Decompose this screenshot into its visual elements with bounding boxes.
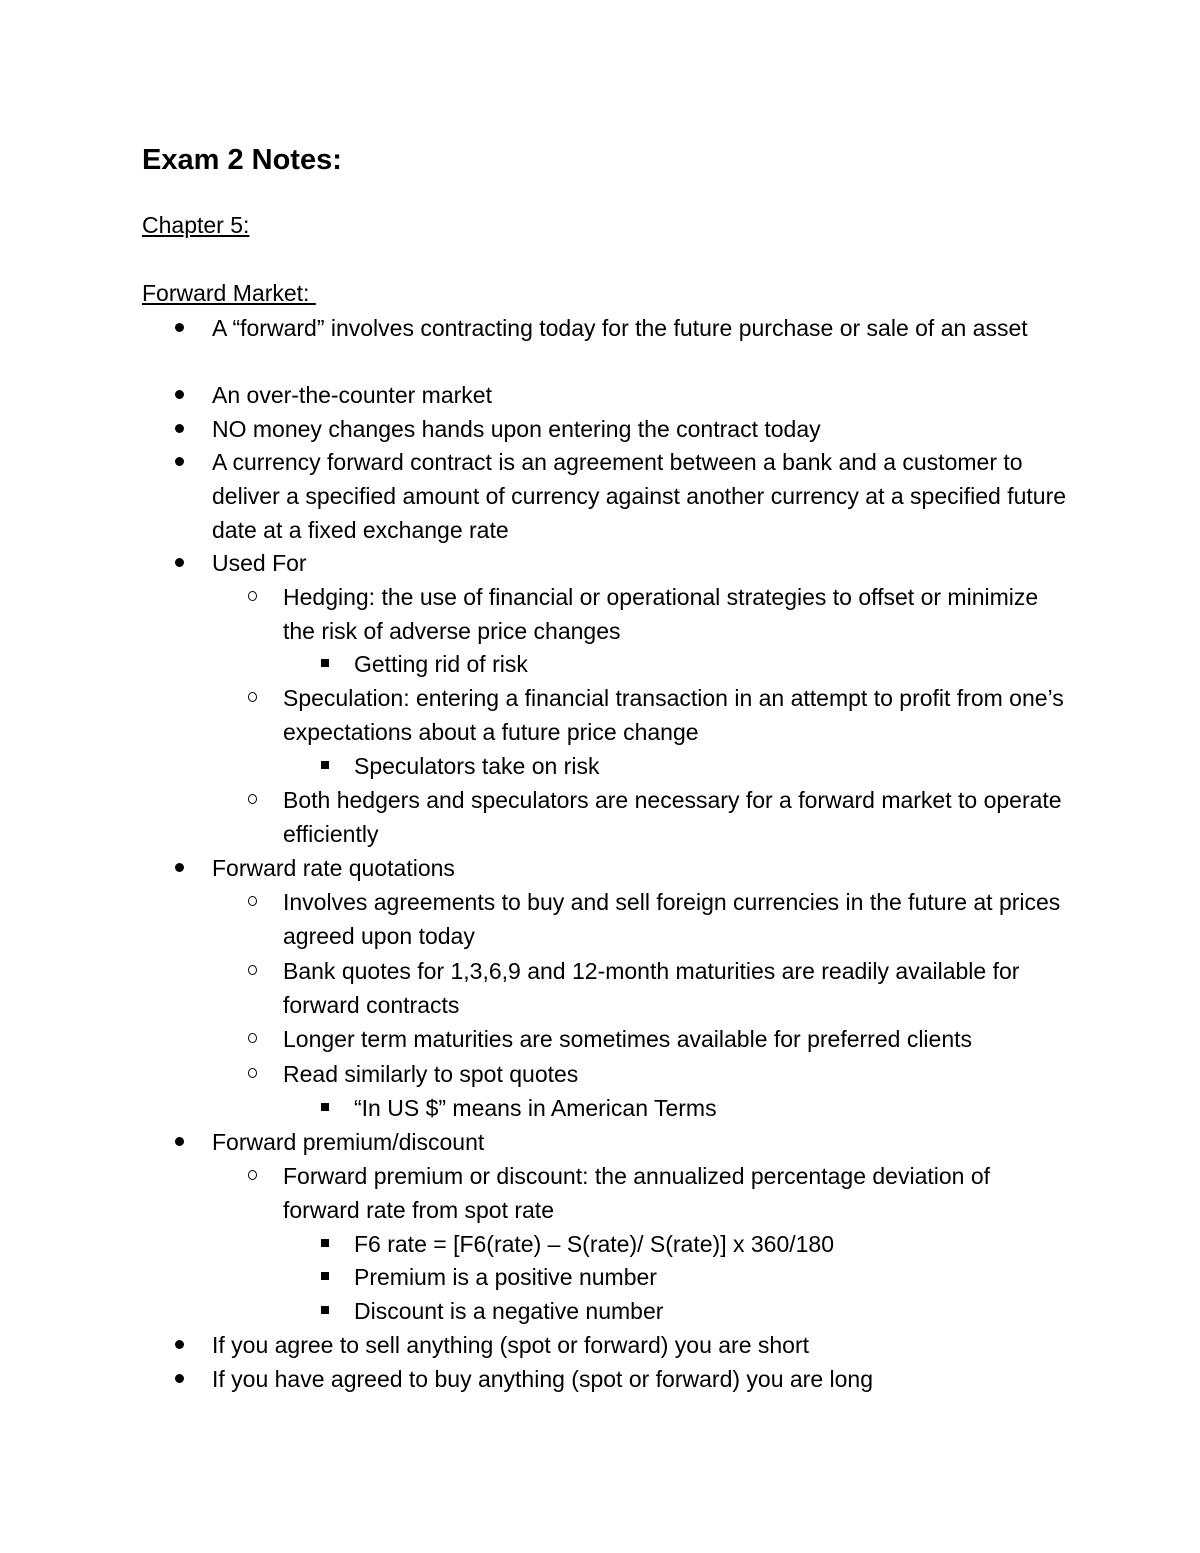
list-item-text: Involves agreements to buy and sell foreign currencies in the future at prices agreed upon today [283, 889, 1061, 949]
list-item-text: A “forward” involves contracting today for the future purchase or sale of an asset [212, 315, 1028, 341]
bullet-circle-icon [248, 1033, 257, 1043]
list-item-level-1 [212, 311, 1072, 345]
bullet-dot-icon [175, 323, 184, 332]
bullet-square-icon [321, 1306, 329, 1314]
list-item-text: NO money changes hands upon entering the contract today [212, 416, 821, 442]
list-item-text: Used For [212, 550, 307, 576]
list-item-text: Premium is a positive number [354, 1264, 657, 1290]
bullet-dot-icon [175, 390, 184, 399]
list-item-level-2 [283, 1022, 1073, 1056]
list-item-text: Longer term maturities are sometimes available for preferred clients [283, 1026, 973, 1052]
list-item-text: Forward premium or discount: the annualized percentage deviation of forward rate from spot rate [283, 1163, 991, 1223]
bullet-circle-icon [248, 692, 257, 702]
list-item-text: An over-the-counter market [212, 382, 492, 408]
bullet-square-icon [321, 659, 329, 667]
list-item-level-1 [212, 546, 1072, 580]
list-item-text: Forward rate quotations [212, 855, 455, 881]
bullet-dot-icon [175, 558, 184, 567]
bullet-square-icon [321, 1103, 329, 1111]
bullet-square-icon [321, 1239, 329, 1247]
list-item-level-1 [212, 412, 1072, 446]
bullet-dot-icon [175, 424, 184, 433]
list-item-text: “In US $” means in American Terms [354, 1095, 717, 1121]
bullet-circle-icon [248, 896, 257, 906]
bullet-circle-icon [248, 1068, 257, 1078]
list-item-text: Getting rid of risk [354, 651, 528, 677]
list-item-level-1 [212, 1362, 1072, 1396]
bullet-circle-icon [248, 591, 257, 601]
bullet-square-icon [321, 761, 329, 769]
list-item-level-3 [354, 647, 1074, 681]
list-item-level-1 [212, 851, 1072, 885]
list-item-level-1 [212, 1125, 1072, 1159]
list-item-text: Both hedgers and speculators are necessary for a forward market to operate efficiently [283, 787, 1062, 847]
bullet-dot-icon [175, 457, 184, 466]
list-item-text: Speculation: entering a financial transaction in an attempt to profit from one’s expectations about a future price change [283, 685, 1064, 745]
list-item-text: If you have agreed to buy anything (spot or forward) you are long [212, 1366, 874, 1392]
list-item-text: Forward premium/discount [212, 1129, 485, 1155]
list-item-text: F6 rate = [F6(rate) – S(rate)/ S(rate)] x 360/180 [354, 1231, 835, 1257]
list-item-level-3 [354, 1227, 1074, 1261]
list-item-text: If you agree to sell anything (spot or forward) you are short [212, 1332, 810, 1358]
list-item-level-2 [283, 1057, 1073, 1091]
list-item-text: Read similarly to spot quotes [283, 1061, 579, 1087]
list-item-text: Discount is a negative number [354, 1298, 664, 1324]
bullet-dot-icon [175, 863, 184, 872]
list-item-text: Speculators take on risk [354, 753, 600, 779]
list-item-text: Bank quotes for 1,3,6,9 and 12-month maturities are readily available for forward contracts [283, 958, 1020, 1018]
list-item-level-1 [212, 1328, 1072, 1362]
bullet-dot-icon [175, 1374, 184, 1383]
list-item-level-3 [354, 1091, 1074, 1125]
list-item-level-1 [212, 445, 1072, 547]
list-item-text: A currency forward contract is an agreement between a bank and a customer to deliver a specified amount of currency against another currency at a specified future date at a fixed exchange rate [212, 449, 1067, 543]
list-item-level-2 [283, 1159, 1073, 1227]
list-item-level-1 [212, 378, 1072, 412]
list-item-level-2 [283, 783, 1073, 851]
bullet-dot-icon [175, 1137, 184, 1146]
document-title: Exam 2 Notes: [142, 144, 342, 176]
list-item-level-2 [283, 681, 1073, 749]
bullet-circle-icon [248, 965, 257, 975]
list-item-level-2 [283, 885, 1073, 953]
list-item-text: Hedging: the use of financial or operational strategies to offset or minimize the risk of adverse price changes [283, 584, 1039, 644]
chapter-heading: Chapter 5: [142, 212, 250, 238]
section-heading: Forward Market: [142, 280, 316, 306]
bullet-dot-icon [175, 1340, 184, 1349]
bullet-circle-icon [248, 794, 257, 804]
list-item-level-2 [283, 580, 1073, 648]
list-item-level-3 [354, 1260, 1074, 1294]
list-item-level-3 [354, 749, 1074, 783]
list-item-level-3 [354, 1294, 1074, 1328]
bullet-circle-icon [248, 1170, 257, 1180]
bullet-square-icon [321, 1272, 329, 1280]
list-item-level-2 [283, 954, 1073, 1022]
